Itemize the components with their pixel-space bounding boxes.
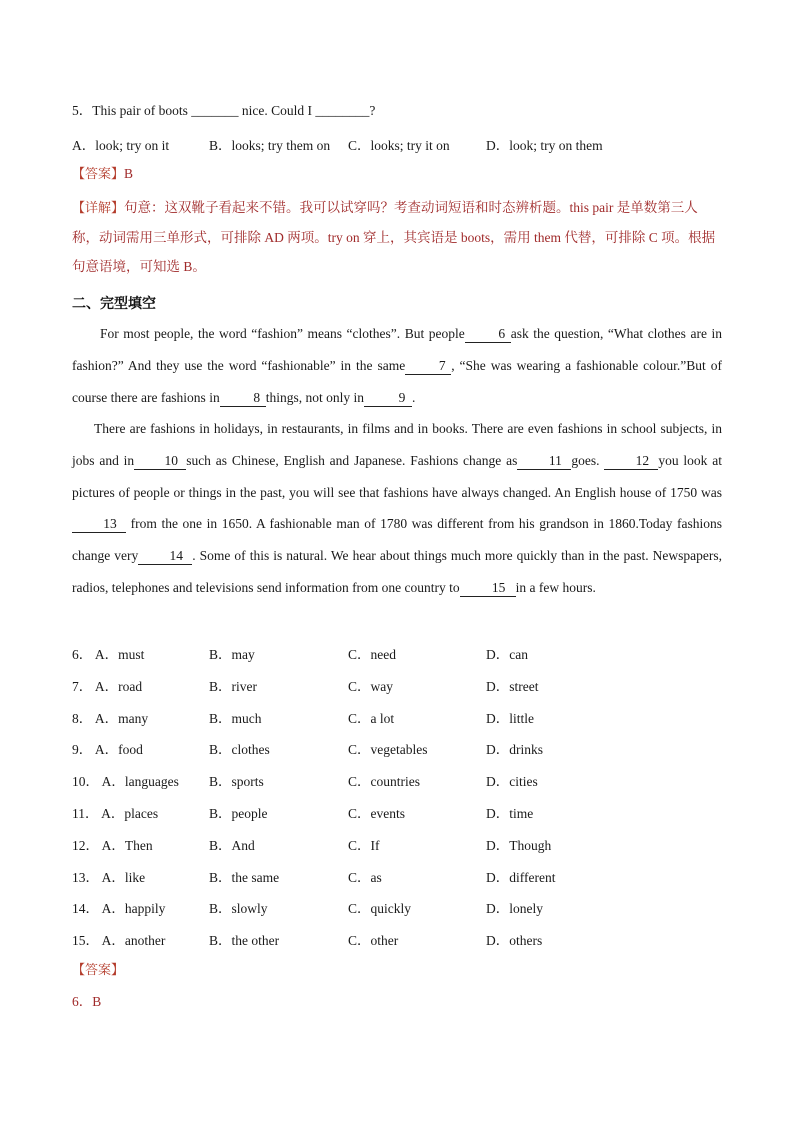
q5-options [72, 134, 722, 152]
choice-option-b[interactable]: B．may [209, 647, 255, 662]
choice-option-c[interactable]: C．need [348, 647, 396, 662]
detail-tag: 【详解】 [72, 201, 125, 216]
paragraph-text: such as Chinese, English and Japanese. Fashions change as [186, 452, 518, 468]
choice-option-b[interactable]: B．slowly [209, 901, 268, 917]
blank-8[interactable]: 8 [220, 390, 266, 407]
choice-option-c[interactable]: C．as [348, 869, 382, 885]
choice-option-c[interactable]: C．way [348, 678, 393, 694]
paragraph-text: from the one in 1650. A fashionable man of 1780 was different from his grandson in 1860.Today fashions change very [72, 516, 722, 564]
choice-option-a[interactable]: 11． A．places [72, 806, 159, 821]
cloze-paragraph-2 [72, 413, 722, 604]
choice-option-a[interactable]: 6． A．must [72, 647, 145, 662]
paragraph-text: , “She was wearing a fashionable colour.”But of course there are fashions in [72, 357, 722, 405]
choice-option-a[interactable]: 12． A．Then [72, 837, 153, 853]
choice-option-d[interactable]: D．others [486, 933, 543, 949]
blank-10[interactable]: 10 [134, 453, 186, 470]
choice-option-a[interactable]: 13． A．like [72, 869, 146, 885]
section-title: 二、完型填空 [72, 296, 156, 312]
choice-option-c[interactable]: C．quickly [348, 901, 411, 917]
choice-option-b[interactable]: B．the same [209, 869, 280, 885]
choice-option-b[interactable]: B．And [209, 837, 255, 853]
paragraph-text: For most people, the word “fashion” means “clothes”. But people [100, 326, 465, 341]
answer-tag: 【答案】 [72, 167, 125, 182]
q5-stem: 5．This pair of boots _______ nice. Could I ________? [72, 103, 376, 118]
paragraph-text: you look at pictures of people or things in the past, you will see that fashions have always changed. An English house of 1750 was [72, 452, 723, 500]
choice-option-d[interactable]: D．lonely [486, 901, 543, 917]
q5-option-d: D．look; try on them [486, 138, 603, 153]
blank-6[interactable]: 6 [465, 326, 511, 343]
choice-option-c[interactable]: C．other [348, 933, 399, 949]
paragraph-text: . Some of this is natural. We hear about things much more quickly than in the past. Newspapers, radios, telephones and televisions send information from one country to [72, 548, 722, 595]
choice-row-6 [72, 643, 722, 661]
choice-row-12 [72, 834, 722, 852]
choice-option-b[interactable]: B．clothes [209, 742, 270, 758]
choice-option-c[interactable]: C．If [348, 837, 380, 853]
choice-option-c[interactable]: C．a lot [348, 710, 395, 726]
blank-7[interactable]: 7 [405, 358, 451, 375]
blank-11[interactable]: 11 [517, 453, 571, 470]
cloze-paragraph-1 [72, 318, 722, 413]
blank-13[interactable]: 13 [72, 516, 126, 533]
choice-option-d[interactable]: D．street [486, 678, 539, 694]
q5-option-b: B．looks; try them on [209, 138, 331, 153]
answer-tag-2: 【答案】 [72, 963, 125, 978]
choice-option-c[interactable]: C．vegetables [348, 742, 428, 758]
choice-row-14 [72, 897, 722, 915]
paragraph-text: goes. [571, 452, 605, 468]
choice-option-a[interactable]: 10． A．languages [72, 774, 179, 790]
choice-option-d[interactable]: D．little [486, 710, 534, 726]
answers-tag [72, 961, 124, 980]
choice-row-7 [72, 675, 722, 693]
blank-15[interactable]: 15 [460, 580, 516, 597]
q5-detail [72, 193, 722, 281]
q5-answer [72, 165, 133, 184]
choice-option-d[interactable]: D．cities [486, 774, 538, 790]
choice-row-15 [72, 929, 722, 947]
blank-9[interactable]: 9 [364, 390, 412, 407]
paragraph-text: ask the question, “What clothes are in fashion?” And they use the word “fashionable” in the same [72, 326, 722, 373]
choice-option-d[interactable]: D．time [486, 806, 534, 821]
q5-option-c: C．looks; try it on [348, 138, 450, 153]
choice-option-b[interactable]: B．the other [209, 933, 280, 949]
paragraph-text: in a few hours. [515, 579, 596, 595]
paragraph-text: There are fashions in holidays, in restaurants, in films and in books. There are even fashions in school subjects, in jobs and in [72, 421, 722, 468]
choice-option-b[interactable]: B．people [209, 806, 268, 821]
choice-option-d[interactable]: D．can [486, 647, 528, 662]
choice-option-a[interactable]: 7． A．road [72, 678, 143, 694]
choice-option-b[interactable]: B．river [209, 678, 257, 694]
choice-option-a[interactable]: 15． A．another [72, 933, 166, 949]
choice-row-8 [72, 707, 722, 725]
choice-option-b[interactable]: B．much [209, 710, 262, 726]
choice-option-a[interactable]: 8． A．many [72, 710, 149, 726]
choice-row-9 [72, 738, 722, 756]
choice-option-d[interactable]: D．Though [486, 837, 552, 853]
q5-option-a: A．look; try on it [72, 138, 170, 153]
blank-12[interactable]: 12 [604, 453, 658, 470]
choice-option-c[interactable]: C．events [348, 806, 405, 821]
choice-option-c[interactable]: C．countries [348, 774, 420, 790]
blank-14[interactable]: 14 [138, 548, 192, 565]
choice-option-a[interactable]: 9． A．food [72, 742, 143, 758]
choice-row-10 [72, 770, 722, 788]
paragraph-text: . [411, 389, 416, 405]
detail-text: 句意：这双靴子看起来不错。我可以试穿吗？考查动词短语和时态辨析题。this pair 是单数第三人称，动词需用三单形式，可排除 AD 两项。try on 穿上，其宾语是 boots，需用 them 代替，可排除 C 项。根据句意语境，可知选 B。 [72, 200, 716, 274]
choice-option-d[interactable]: D．drinks [486, 742, 543, 758]
choice-option-d[interactable]: D．different [486, 869, 556, 885]
answer-6: 6．B [72, 994, 102, 1009]
answer-value: B [124, 166, 134, 181]
paragraph-text: things, not only in [265, 389, 364, 405]
choice-row-11 [72, 802, 722, 820]
choice-option-a[interactable]: 14． A．happily [72, 901, 166, 917]
choice-option-b[interactable]: B．sports [209, 774, 264, 790]
choice-row-13 [72, 866, 722, 884]
